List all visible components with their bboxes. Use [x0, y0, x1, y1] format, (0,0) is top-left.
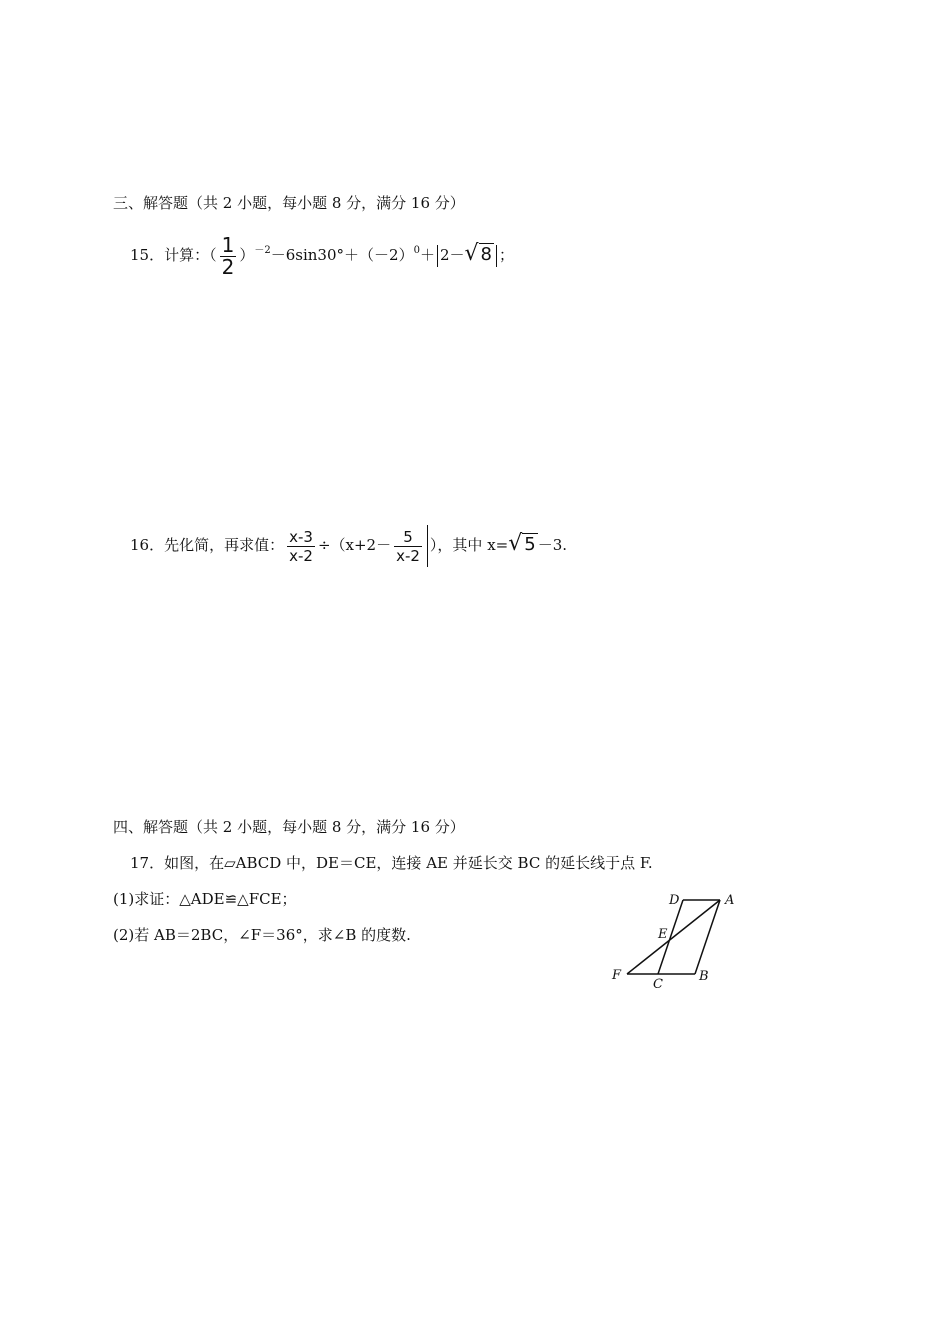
q15-exponent-2: 0 [413, 245, 420, 256]
q15-number: 15．计算： [130, 246, 210, 264]
q15-fraction-numerator: 1 [221, 232, 235, 257]
q15-close-paren: ） [239, 246, 255, 264]
label-d: D [669, 893, 680, 908]
q15-part3: ＋ [419, 246, 435, 264]
label-f: F [612, 968, 622, 983]
label-c: C [653, 977, 663, 992]
section3-heading: 三、解答题（共 2 小题，每小题 8 分，满分 16 分） [113, 194, 465, 212]
q15-end: ； [499, 246, 515, 264]
q16-fraction-2 [394, 528, 422, 565]
abs-bar-right [496, 245, 497, 267]
label-e: E [658, 927, 668, 942]
q16-sqrt-arg: 5 [524, 534, 536, 555]
radical-sign-icon: √ [508, 531, 523, 556]
q15-exponent-1: －2 [254, 245, 271, 256]
segment-ab [695, 900, 720, 974]
q17-part2: (2)若 AB＝2BC，∠F＝36°，求∠B 的度数. [113, 926, 411, 944]
q16-fraction-1 [287, 528, 315, 565]
q15-abs-inner: 2－ [439, 246, 465, 264]
q15-sqrt [465, 235, 494, 274]
q16-fraction-1-numerator: x-3 [289, 527, 313, 546]
q16-end: －3. [537, 536, 568, 554]
q16-mid: ），其中 x= [429, 536, 509, 554]
q16-div: ÷（x+2－ [317, 536, 392, 554]
label-b: B [699, 969, 709, 984]
q16-fraction-1-denominator: x-2 [289, 546, 313, 565]
q15-open-paren: （ [209, 246, 217, 264]
q17-part1: (1)求证：△ADE≌△FCE； [113, 890, 297, 908]
question-15 [130, 232, 514, 278]
q15-fraction [220, 232, 237, 279]
q16-number: 16．先化简，再求值： [130, 536, 285, 554]
abs-bar-left [437, 245, 438, 267]
q15-part2: －6sin30°＋（－2） [270, 246, 414, 264]
q16-fraction-2-denominator: x-2 [396, 546, 420, 565]
q16-sqrt [508, 522, 537, 567]
q15-fraction-denominator: 2 [221, 254, 235, 279]
segment-af [627, 900, 720, 974]
q17-line1: 17．如图，在▱ABCD 中，DE＝CE，连接 AE 并延长交 BC 的延长线于点 F. [130, 854, 653, 872]
label-a: A [725, 893, 735, 908]
parallelogram-figure [605, 888, 755, 993]
section4-heading: 四、解答题（共 2 小题，每小题 8 分，满分 16 分） [113, 818, 465, 836]
radical-sign-icon: √ [464, 241, 479, 266]
q16-bar [427, 525, 428, 567]
q15-sqrt-arg: 8 [480, 244, 492, 265]
q16-fraction-2-numerator: 5 [394, 528, 422, 547]
question-16 [130, 522, 567, 567]
